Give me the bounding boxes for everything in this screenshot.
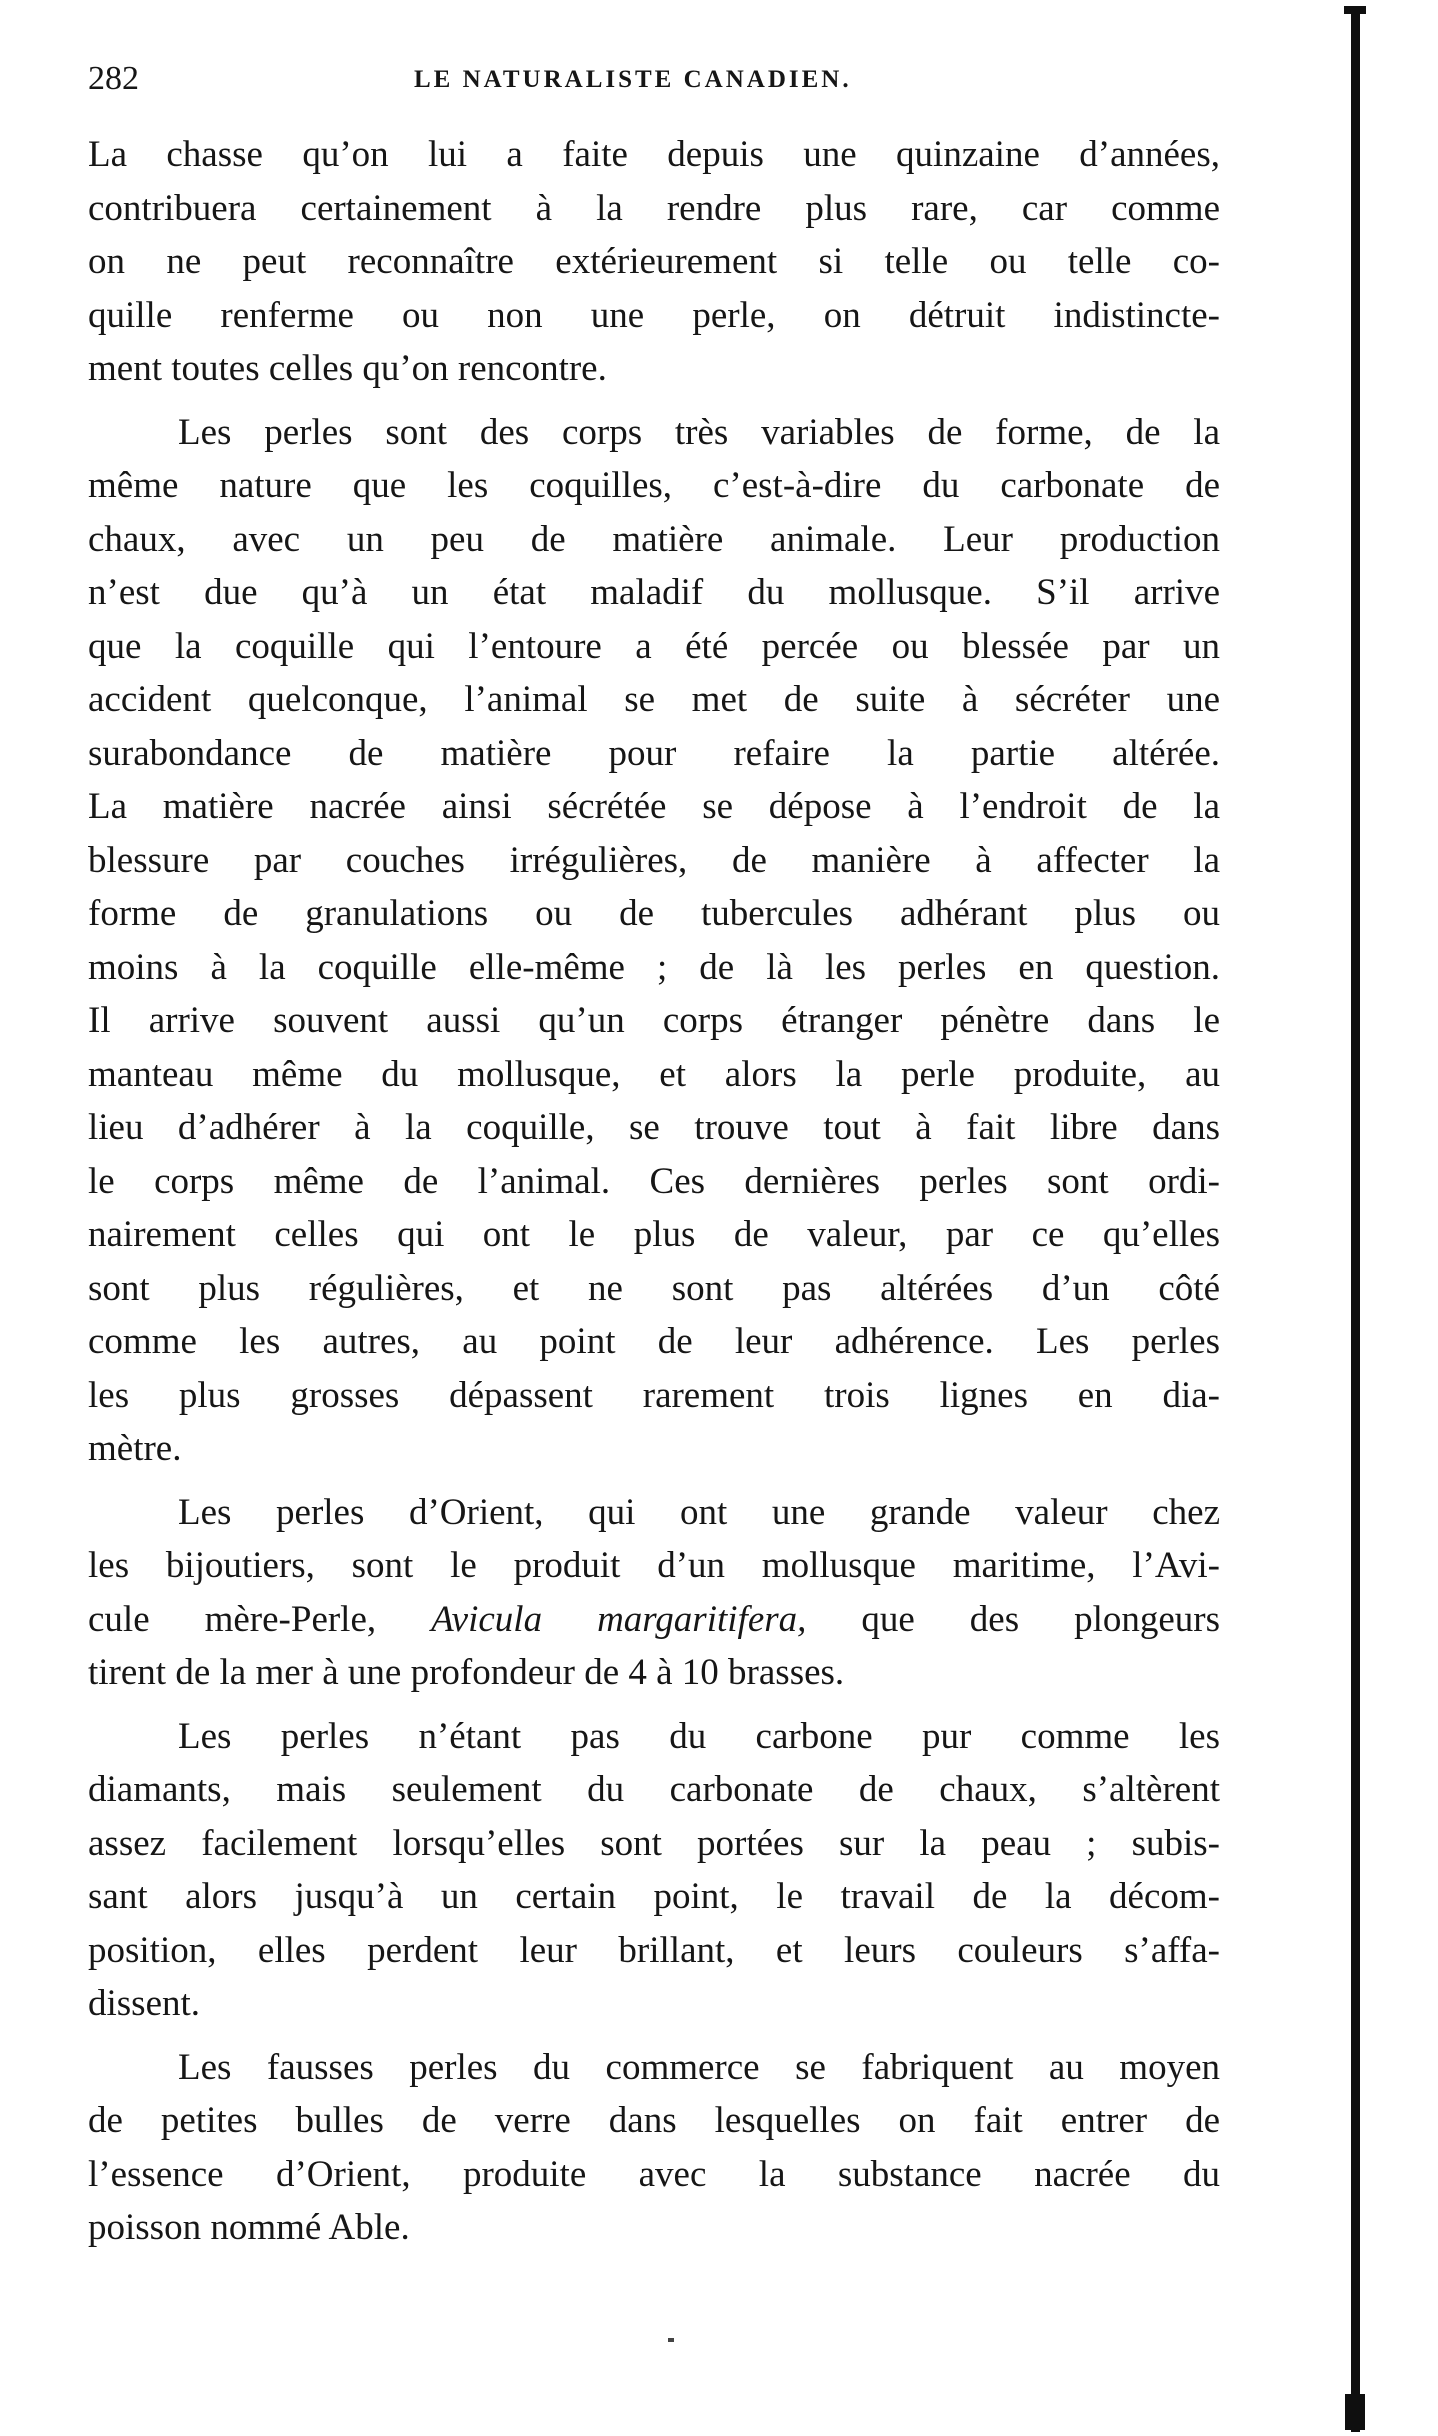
text-line: Il arrive souvent aussi qu’un corps étranger pénètre dans le <box>88 1000 1220 1041</box>
text-line: diamants, mais seulement du carbonate de chaux, s’altèrent <box>88 1769 1220 1810</box>
paragraph-1 <box>88 128 1220 396</box>
text-line: chaux, avec un peu de matière animale. Leur production <box>88 518 1220 560</box>
text-line: sant alors jusqu’à un certain point, le travail de la décom- <box>88 1876 1220 1917</box>
binding-edge-foot <box>1345 2394 1365 2430</box>
text-line: lieu d’adhérer à la coquille, se trouve tout à fait libre dans <box>88 1107 1220 1148</box>
text-line-with-species <box>88 1593 1220 1647</box>
paragraph-3 <box>88 1486 1220 1700</box>
text-line: forme de granulations ou de tubercules adhérant plus ou <box>88 893 1220 934</box>
text-line: manteau même du mollusque, et alors la perle produite, au <box>88 1053 1220 1095</box>
text-line: ment toutes celles qu’on rencontre. <box>88 348 607 389</box>
page-header <box>88 54 1220 104</box>
text-line: La chasse qu’on lui a faite depuis une quinzaine d’années, <box>88 134 1220 175</box>
paragraph-4 <box>88 1710 1220 2031</box>
text-line: que la coquille qui l’entoure a été percée ou blessée par un <box>88 625 1220 667</box>
text-line: n’est due qu’à un état maladif du mollusque. S’il arrive <box>88 572 1220 613</box>
body-text <box>88 128 1220 2265</box>
text-line: surabondance de matière pour refaire la partie altérée. <box>88 732 1220 774</box>
text-line: tirent de la mer à une profondeur de 4 à 10 brasses. <box>88 1652 845 1693</box>
text-line: Les perles n’étant pas du carbone pur comme les <box>178 1715 1220 1757</box>
running-title: LE NATURALISTE CANADIEN. <box>414 66 852 93</box>
binding-edge-rule <box>1351 8 1360 2432</box>
ink-speck <box>668 2338 674 2342</box>
text-segment: cule mère-Perle, <box>88 1598 432 1640</box>
species-name: Avicula margaritifera, <box>431 1598 807 1640</box>
text-line: Les fausses perles du commerce se fabriquent au moyen <box>178 2046 1220 2088</box>
text-line: quille renferme ou non une perle, on détruit indistincte- <box>88 294 1220 336</box>
text-line: poisson nommé Able. <box>88 2207 410 2248</box>
text-segment: que des plongeurs <box>806 1598 1220 1640</box>
text-line: les plus grosses dépassent rarement trois lignes en dia- <box>88 1374 1220 1416</box>
text-line: La matière nacrée ainsi sécrétée se dépose à l’endroit de la <box>88 786 1220 827</box>
page-number: 282 <box>88 60 139 97</box>
text-line: dissent. <box>88 1983 201 2024</box>
paragraph-2 <box>88 406 1220 1476</box>
text-line: nairement celles qui ont le plus de valeur, par ce qu’elles <box>88 1214 1220 1255</box>
text-line: de petites bulles de verre dans lesquelles on fait entrer de <box>88 2100 1220 2141</box>
text-line: l’essence d’Orient, produite avec la substance nacrée du <box>88 2153 1220 2195</box>
text-line: Les perles sont des corps très variables de forme, de la <box>178 411 1220 453</box>
text-line: assez facilement lorsqu’elles sont portées sur la peau ; subis- <box>88 1822 1220 1864</box>
paragraph-5 <box>88 2041 1220 2255</box>
text-line: on ne peut reconnaître extérieurement si telle ou telle co- <box>88 241 1220 282</box>
text-line: blessure par couches irrégulières, de manière à affecter la <box>88 839 1220 881</box>
text-line: accident quelconque, l’animal se met de suite à sécréter une <box>88 679 1220 720</box>
text-line: mètre. <box>88 1428 182 1469</box>
text-line: Les perles d’Orient, qui ont une grande valeur chez <box>178 1491 1220 1533</box>
text-line: moins à la coquille elle-même ; de là les perles en question. <box>88 946 1220 988</box>
text-line: le corps même de l’animal. Ces dernières perles sont ordi- <box>88 1160 1220 1202</box>
text-line: position, elles perdent leur brillant, et leurs couleurs s’affa- <box>88 1929 1220 1971</box>
text-line: même nature que les coquilles, c’est-à-dire du carbonate de <box>88 465 1220 506</box>
text-line: contribuera certainement à la rendre plus rare, car comme <box>88 187 1220 229</box>
text-line: les bijoutiers, sont le produit d’un mollusque maritime, l’Avi- <box>88 1545 1220 1586</box>
text-line: comme les autres, au point de leur adhérence. Les perles <box>88 1321 1220 1362</box>
text-line: sont plus régulières, et ne sont pas altérées d’un côté <box>88 1267 1220 1309</box>
